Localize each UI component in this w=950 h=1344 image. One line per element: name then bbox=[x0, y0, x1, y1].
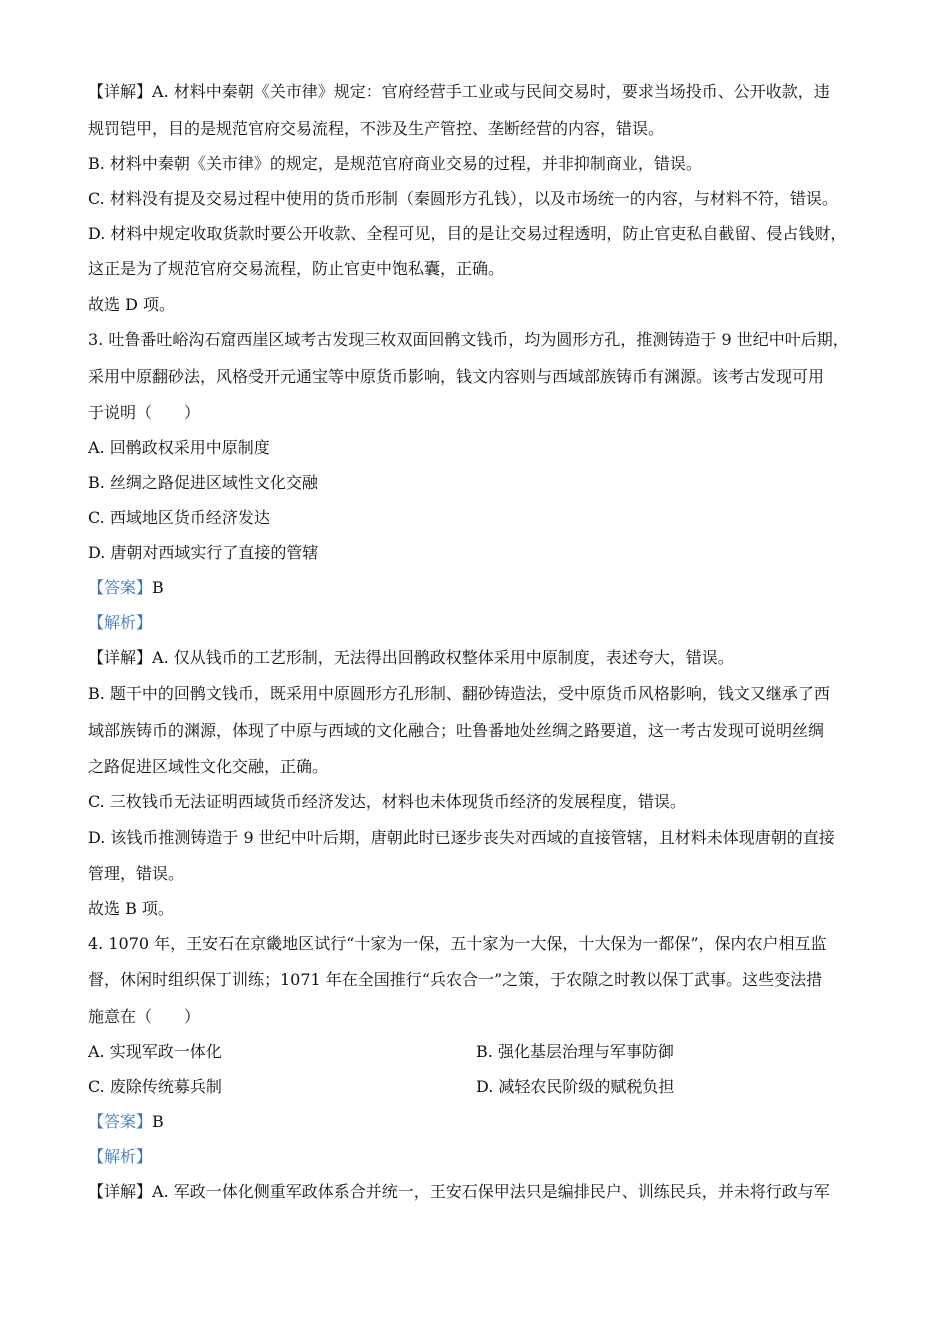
text-line: 故选 B 项。 bbox=[88, 899, 174, 918]
section-label: 【详解】 bbox=[88, 82, 153, 101]
text-line: 规罚铠甲，目的是规范官府交易流程，不涉及生产管控、垄断经营的内容，错误。 bbox=[88, 119, 665, 138]
text-line: B. 材料中秦朝《关市律》的规定，是规范官府商业交易的过程，并非抑制商业，错误。 bbox=[88, 154, 702, 173]
text-line: C. 材料没有提及交易过程中使用的货币形制（秦圆形方孔钱），以及市场统一的内容，与材料不符，错误。 bbox=[88, 189, 838, 208]
option-a: A. 实现军政一体化 bbox=[88, 1042, 222, 1061]
text-line: C. 三枚钱币无法证明西域货币经济发达，材料也未体现货币经济的发展程度，错误。 bbox=[88, 792, 686, 811]
text-line: 督，休闲时组织保丁训练；1071 年在全国推行“兵农合一”之策，于农隙之时教以保丁武事。这些变法措 bbox=[88, 970, 823, 989]
text-line: 故选 D 项。 bbox=[88, 295, 176, 314]
answer-label: 【答案】 bbox=[88, 1112, 153, 1131]
question-3-stem: 3. 吐鲁番吐峪沟石窟西崖区域考古发现三枚双面回鹘文钱币，均为圆形方孔，推测铸造于 9 世纪中叶后期， bbox=[88, 330, 849, 349]
option-d: D. 唐朝对西域实行了直接的管辖 bbox=[88, 543, 319, 562]
text-line: 施意在（ ） bbox=[88, 1007, 201, 1026]
analysis-label: 【解析】 bbox=[88, 613, 153, 632]
text-line: 【详解】A. 仅从钱币的工艺形制，无法得出回鹘政权整体采用中原制度，表述夸大，错误。 bbox=[88, 648, 734, 667]
analysis-label: 【解析】 bbox=[88, 1147, 153, 1166]
answer-line: 【答案】B bbox=[88, 1112, 164, 1131]
text-line: 【详解】A. 军政一体化侧重军政体系合并统一，王安石保甲法只是编排民户、训练民兵，并未将行政与军 bbox=[88, 1182, 830, 1201]
text-line: 【详解】A. 材料中秦朝《关市律》规定：官府经营手工业或与民间交易时，要求当场投币、公开收款，违 bbox=[88, 82, 830, 101]
text-line: B. 题干中的回鹘文钱币，既采用中原圆形方孔形制、翻砂铸造法，受中原货币风格影响，钱文又继承了西 bbox=[88, 684, 830, 703]
answer-label: 【答案】 bbox=[88, 578, 153, 597]
text-line: 之路促进区域性文化交融，正确。 bbox=[88, 757, 329, 776]
text-line: 这正是为了规范官府交易流程，防止官吏中饱私囊，正确。 bbox=[88, 259, 505, 278]
option-b: B. 丝绸之路促进区域性文化交融 bbox=[88, 473, 318, 492]
question-4-stem: 4. 1070 年，王安石在京畿地区试行“十家为一保，五十家为一大保，十大保为一都保”，保内农户相互监 bbox=[88, 934, 827, 953]
option-d: D. 减轻农民阶级的赋税负担 bbox=[476, 1077, 675, 1096]
text-line: 于说明（ ） bbox=[88, 403, 201, 422]
section-label: 【详解】 bbox=[88, 648, 153, 667]
text-line: 管理，错误。 bbox=[88, 864, 185, 883]
option-b: B. 强化基层治理与军事防御 bbox=[476, 1042, 674, 1061]
section-label: 【详解】 bbox=[88, 1182, 153, 1201]
text-line: 域部族铸币的渊源，体现了中原与西域的文化融合；吐鲁番地处丝绸之路要道，这一考古发现可说明丝绸 bbox=[88, 721, 825, 740]
answer-line: 【答案】B bbox=[88, 578, 164, 597]
option-c: C. 废除传统募兵制 bbox=[88, 1077, 222, 1096]
text-line: D. 材料中规定收取货款时要公开收款、全程可见，目的是让交易过程透明，防止官吏私自截留、侵占钱财， bbox=[88, 224, 847, 243]
text-line: 采用中原翻砂法，风格受开元通宝等中原货币影响，钱文内容则与西域部族铸币有渊源。该考古发现可用 bbox=[88, 367, 825, 386]
option-a: A. 回鹘政权采用中原制度 bbox=[88, 438, 270, 457]
text-line: D. 该钱币推测铸造于 9 世纪中叶后期，唐朝此时已逐步丧失对西域的直接管辖，且材料未体现唐朝的直接 bbox=[88, 828, 835, 847]
option-c: C. 西域地区货币经济发达 bbox=[88, 508, 270, 527]
